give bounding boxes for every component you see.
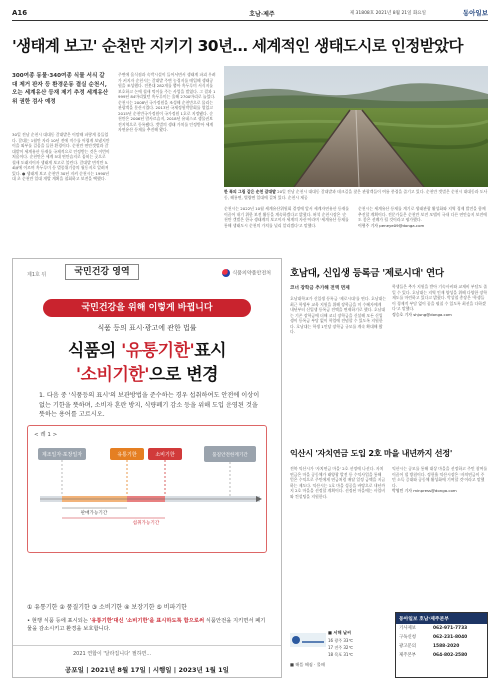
caption-text: 20일 전남 순천시 대대동 갈대밭과 데크길을 찾은 관광객들이 여름 풍경을 즐기고 있다. 순천만 갯벌은 순천시 대대동과 도사동, 해룡면, 별량면 일대에 걸쳐 있다. 순천시 제공 (224, 189, 488, 200)
contact-value: 064-802-2580 (433, 653, 468, 658)
ad-title-post-2: 으로 변경 (149, 365, 219, 385)
article2-column-2 (392, 284, 488, 441)
contact-key: 제주본부 (399, 653, 416, 658)
ad-topic: 국민건강 영역 (65, 264, 139, 280)
reporter-byline: 이형주 기자 peneye09@donga.com (358, 222, 425, 228)
article2-column-2-text: 학생들은 추가 지원을 받아 기숙사비와 교재비 부담도 줄일 수 있다. 호남대는 지역 인재 양성을 위해 다양한 장학 제도를 마련하고 있다고 밝혔다. 박상철 총장은 '학생들이 경제적 부담 없이 꿈을 펼칠 수 있도록 최선을 다하겠다'고 말했다. (392, 284, 488, 312)
contact-key: 광고문의 (399, 644, 416, 649)
ad-banner: 국민건강을 위해 이렇게 바뀝니다 (43, 299, 251, 317)
article-column-1: 30일 전남 순천시 대대동 갈대밭은 이맘때 파랗게 물들었다. 갈대는 1월만 자라 10년 전에 적수를 어렵게 보냈지만 이을 외부를 걸음을 들한 환경이다. 순천만 연안갯벌과 갈대밭이 세계유산 등재를 국제적으로 인정받는 것은 이번이 처음이다. 순천만은 세계 5대 연안습지로 꼽히는 곳으로 철새 도래지이자 생태계 보고로 불린다. 갈대밭 면적만 5.4㎢에 이르며 흑두루미 등 멸종위기종의 월동지로 알려져 있다. ● 생태계 보고 순천만 30년 지켜 순천시는 1990년대 초 순천만 일대 개발 계획을 철회하고 보전을 택했다. (12, 132, 110, 182)
article2-headline: 호남대, 신입생 등록금 '제로시대' 연다 (290, 268, 444, 279)
stage-label-1: 제조일자·포장일자 (41, 452, 83, 458)
ad-agency-name: 식품의약품안전처 (232, 270, 271, 277)
contact-value: 062-971-7733 (433, 626, 468, 631)
bottom-label-1: 판매가능기간 (80, 511, 108, 516)
caption-title: 한 폭의 그림 같은 순천 갈대밭 (224, 189, 276, 194)
ad-footer-dates: 공포일 | 2021년 8월 17일 | 시행일 | 2023년 1월 1일 (65, 666, 229, 674)
ad-example-box (27, 425, 267, 553)
main-headline: '생태계 보고' 순천만 지키기 30년… 세계적인 생태도시로 인정받았다 (12, 37, 463, 55)
ad-header (13, 259, 281, 293)
ad-title-line-2 (13, 360, 281, 385)
stage-label-4: 품질안전한계기간 (212, 453, 248, 458)
weather-row-2: 17 전주 32℃ (328, 645, 353, 650)
contact-value: 1588-2020 (433, 644, 460, 649)
bottom-label-2: 섭취가능기간 (132, 521, 160, 526)
public-notice-ad (12, 258, 282, 678)
photo-illustration (224, 66, 488, 187)
paper-logo: 동아일보 (462, 9, 488, 17)
weather-title: ■ 서해 날씨 (328, 630, 352, 635)
contact-value: 062-231-8040 (433, 635, 468, 640)
wetland-boardwalk-photo (224, 66, 488, 187)
issue-date: 제 31808호 2021년 8월 21일 화요일 (349, 11, 426, 16)
article3-headline: 익산시 '자치연금 도입 2호 마을 내년까지 선정' (290, 448, 453, 458)
article2-column-1: 호남대학교가 신입생 등록금 '제로시대'를 연다. 호남대는 최근 학생부 교육 지원을 위해 장학금을 미 수혜자에게 내년부터 신입생 등록금 전액을 면제하기로 했다. 호남대는 기존 장학금에 더해 코너 장학금을 신설해 모든 신입생이 등록금 부담 없이 학업에 전념할 수 있도록 지원한다. 호남대는 학생 1인당 장학금 규모를 계속 확대해 왔다. (290, 296, 386, 335)
article2-subhead: 코너 장학금 추가해 전액 면제 (290, 286, 350, 291)
contact-key: 기사제보 (399, 626, 416, 631)
sun-tide-label: ■ 해뜸 해짐 · 물때 (290, 662, 325, 667)
ad-title-pre: 식품의 (67, 341, 122, 361)
ad-title-highlight-2: '소비기한' (75, 365, 149, 385)
contact-row (396, 642, 487, 651)
channel-logo-icon (290, 633, 326, 647)
ad-series-number: 제1호 뒤 (27, 272, 47, 278)
article-column-4 (358, 206, 488, 252)
section-name: 호남·제주 (249, 11, 275, 18)
ad-note (27, 617, 267, 641)
contact-box-title: 동아일보 호남·제주본부 (396, 613, 487, 624)
contact-key: 구독신청 (399, 635, 416, 640)
ad-title-highlight-1: '유통기한' (121, 341, 195, 361)
ad-note-post: 식품안전을 지키면서 폐기물을 감소시키고 환경을 보호합니다. (27, 618, 266, 632)
article3-byline: 박영민 기자 minpress@donga.com (392, 488, 457, 494)
weather-row-3: 18 목포 31℃ (328, 652, 353, 657)
stage-label-2: 유통기한 (117, 452, 137, 458)
ad-footer (13, 645, 281, 678)
contact-row (396, 651, 487, 660)
stage-label-3: 소비기한 (155, 452, 175, 458)
article-column-3: 순천시는 2022년 10월 세계유산위원회 결정에 앞서 세계자연유산 등재를 이끌어 내기 위한 보전 활동을 계속하겠다고 밝혔다. 허석 순천시장은 '순천만 갯벌은 한국 생태계의 보고이자 세계의 자산'이라며 '세계유산 등재를 통해 생태도시 순천의 가치를 널리 알리겠다'고 말했다. (224, 206, 349, 228)
ad-note-highlight: '유통기한'대신 '소비기한'을 표시하도록 함으로써 (89, 618, 205, 624)
contact-row (396, 633, 487, 642)
answer-options: ① 유통기한 ② 품질기한 ③ 소비기한 ④ 보장기한 ⑤ 비파기한 (27, 604, 187, 611)
shelf-life-diagram (36, 444, 264, 534)
example-label: < 례 1 > (34, 432, 58, 438)
article-column-4-text: 순천시는 세계유산 등재를 계기로 생태관광 활성화와 지역 경제 발전을 함께 추진할 계획이다. 전문가들은 순천만 보전 모델이 국내 다른 연안습지 보전에도 좋은 선례가 될 것이라고 평가했다. (358, 206, 487, 223)
contact-row (396, 624, 487, 633)
weather-box (290, 630, 390, 678)
ad-agency (222, 269, 271, 277)
contact-box (395, 612, 488, 678)
article3-column-1: 전북 익산시가 '자치연금 마을' 2호 선정에 나선다. 자치연금은 마을 공동체가 태양광 발전 등 수익사업을 통해 얻은 수익으로 주민에게 연금처럼 매달 일정 금액을 지급하는 제도다. 익산시는 1호 마을 성공을 바탕으로 내년까지 2호 마을을 선정할 계획이다. 선정된 마을에는 사업비와 컨설팅을 지원한다. (290, 466, 386, 499)
ad-title-line-1 (13, 336, 281, 361)
ad-question: 1. 다음 중 '식품등의 표시'의 보관방법을 준수하는 경우 섭취하여도 안전에 이상이 없는 기한을 뜻하며, 소비자 혼란 방지, 식량폐기 감소 등을 위해 도입 운영된 것을 뜻하는 용어를 고르시오. (39, 392, 260, 418)
ad-footer-prefix: 2021 연합이 '달라집니다' 필하면... (73, 651, 152, 657)
page-header (12, 7, 488, 21)
government-emblem-icon (222, 269, 230, 277)
photo-caption (224, 189, 488, 201)
page-number: A16 (12, 9, 28, 17)
ad-note-pre: • 현행 식품 등에 표시되는 (27, 618, 90, 624)
ad-subtitle: 식품 등의 표시·광고에 관한 법률 (97, 324, 197, 332)
ad-title-post-1: 표시 (194, 341, 227, 361)
article3-column-2-text: 익산시는 공모를 통해 대상 마을을 선정하고 주민 참여를 이끌어 낼 방침이다. 정헌율 익산시장은 '자치연금이 주민 소득 증대와 공동체 활성화에 기여할 것'이라고 말했다. (392, 466, 488, 488)
article-column-2: 주변에 음식점과 숙박시설이 들어서면서 생태계 파괴 우려가 커지자 순천시는 갈대밭 주변 농경지를 매입해 생태공원을 조성했다. 전봇대 282개를 뽑아 흑두루미 서식지를 보호하고 논에 철새 먹이를 주는 사업을 벌였다. 그 결과 1999년 84마리였던 흑두루미는 올해 2700마리로 늘었다. 순천시는 2008년 국가정원을 조성해 순천만으로 몰리는 관광객을 분산시켰다. 2013년 국제정원박람회를 열었고 2015년 순천만국가정원이 국가정원 1호로 지정됐다. 순천만은 2006년 람사르습지, 2018년 유네스코 생물권보전지역으로 등록됐다. 갯벌의 생태 가치를 인정받아 세계자연유산 등재를 추진해 왔다. (118, 72, 216, 133)
article3-column-2 (392, 466, 488, 606)
weather-row-1: 16 광주 33℃ (328, 638, 353, 643)
article2-byline: 정승호 기자 shjung@donga.com (392, 311, 452, 317)
article-lead: 300여종 동물·340여종 식물 서식 갈대 제거 판자 등 환경운동 결실 순천시, 오는 세계유산 등재 제기 추정 세계유산위 권한 검사 예정 (12, 73, 109, 106)
